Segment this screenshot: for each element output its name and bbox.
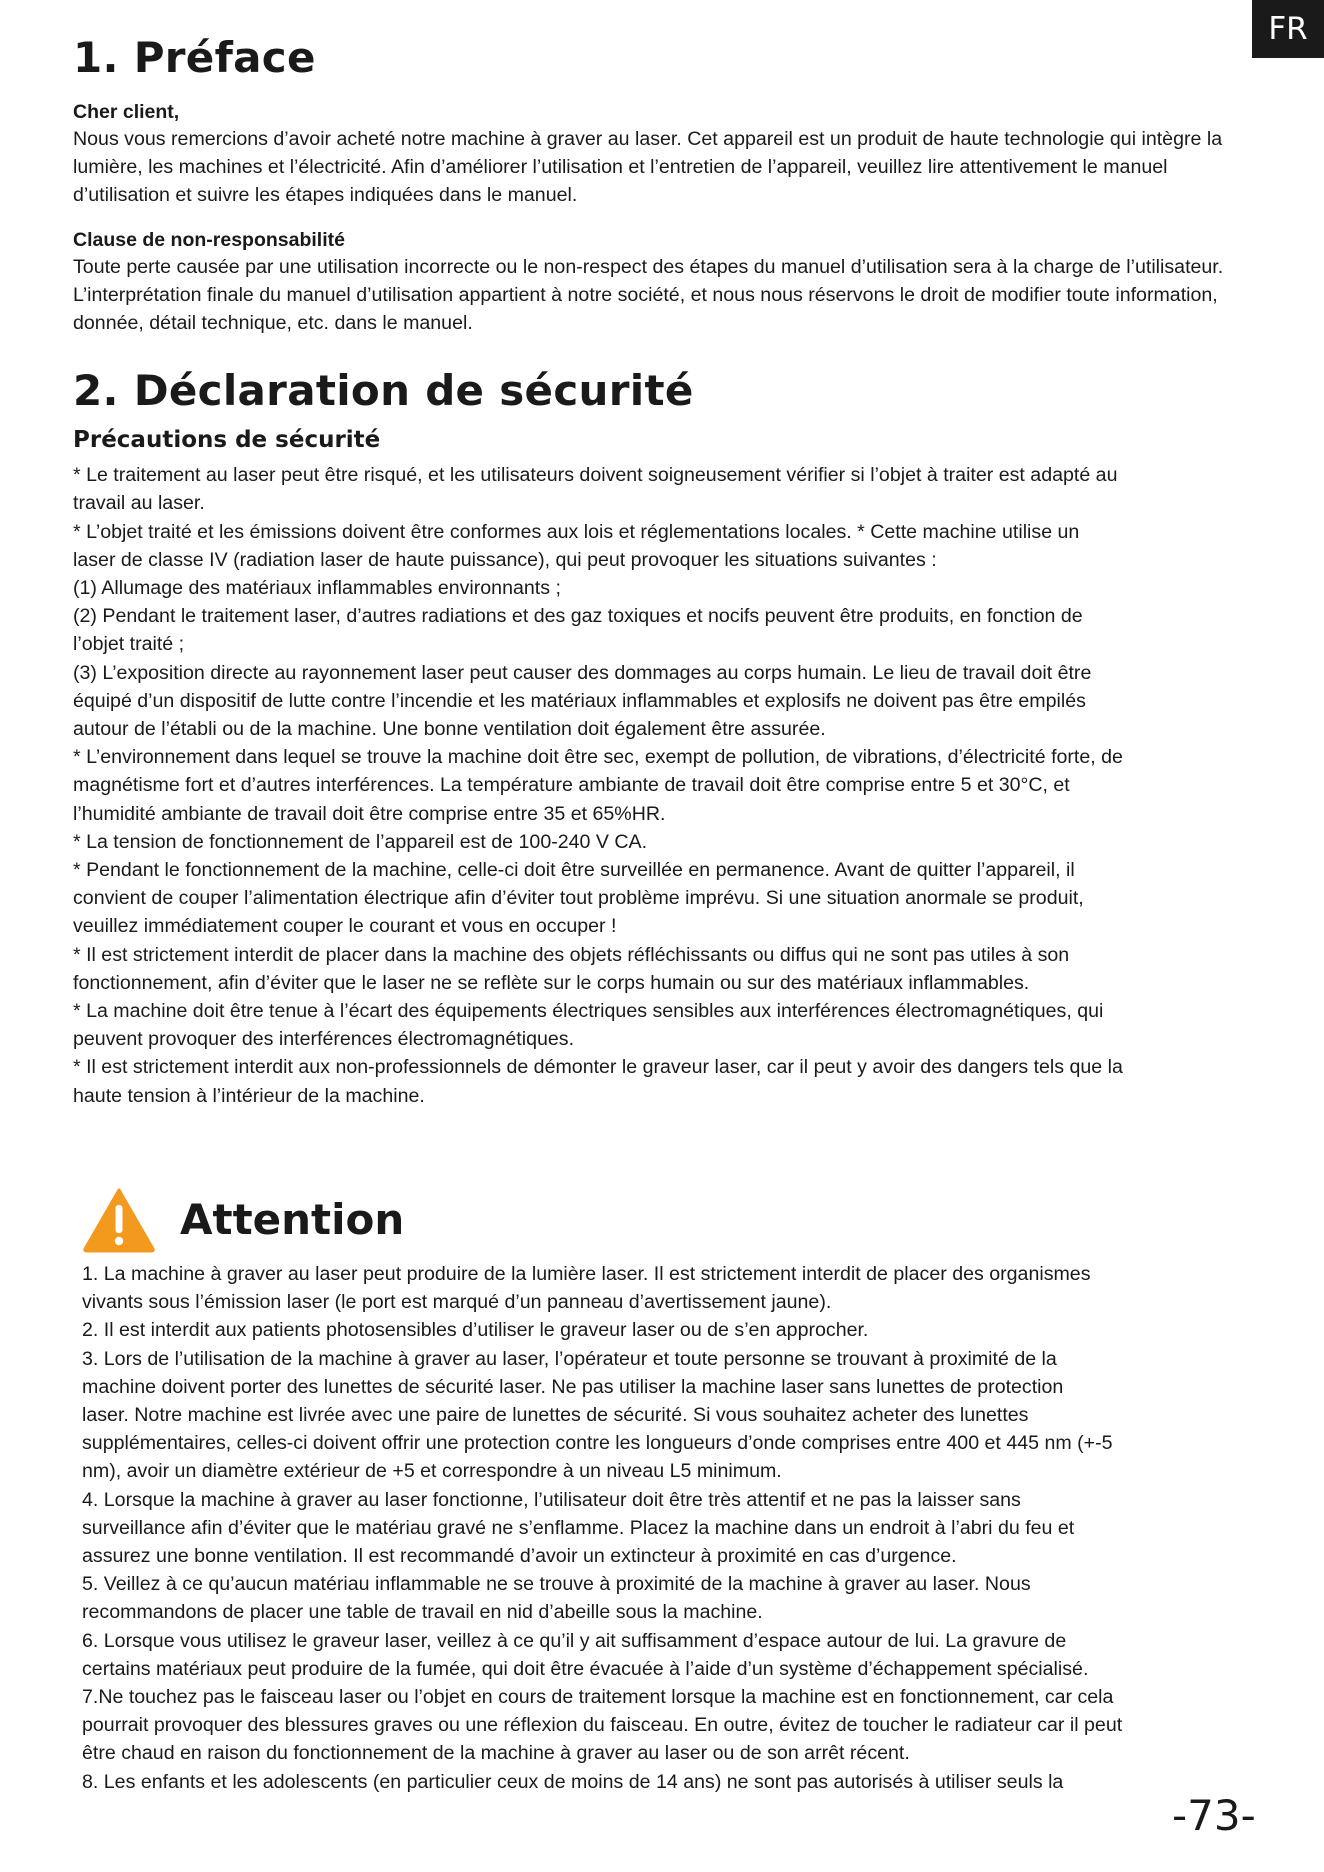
attention-header <box>82 1180 1272 1260</box>
text-line: veuillez immédiatement couper le courant et vous en occuper ! <box>73 915 617 938</box>
warning-triangle-icon <box>82 1187 156 1253</box>
attention-title: Attention <box>180 1195 405 1244</box>
text-line: 4. Lorsque la machine à graver au laser fonctionne, l’utilisateur doit être très attentif et ne pas la laisser sans <box>82 1488 1021 1511</box>
text-line: vivants sous l’émission laser (le port est marqué d’un panneau d’avertissement jaune). <box>82 1291 832 1314</box>
safety-title: 2. Déclaration de sécurité <box>73 366 694 416</box>
text-line: travail au laser. <box>73 492 205 515</box>
text-line: laser. Notre machine est livrée avec une paire de lunettes de sécurité. Si vous souhaitez acheter des lunettes <box>82 1404 1029 1427</box>
text-line: * Il est strictement interdit de placer dans la machine des objets réfléchissants ou diffus qui ne sont pas utiles à son <box>73 943 1070 966</box>
text-line: pourrait provoquer des blessures graves ou une réflexion du faisceau. En outre, évitez de toucher le radiateur car il peut <box>82 1714 1123 1737</box>
safety-subtitle: Précautions de sécurité <box>73 427 381 454</box>
text-line: convient de couper l’alimentation électrique afin d’éviter tout problème imprévu. Si une situation anormale se produit, <box>73 887 1084 910</box>
safety-precautions-list <box>73 461 1263 1110</box>
text-line: * Il est strictement interdit aux non-professionnels de démonter le graveur laser, car il peut y avoir des dangers tels que la <box>73 1056 1123 1079</box>
text-line: 7.Ne touchez pas le faisceau laser ou l’objet en cours de traitement lorsque la machine est en fonctionnement, car cela <box>82 1686 1114 1709</box>
text-line: équipé d’un dispositif de lutte contre l’incendie et les matériaux inflammables et explosifs ne doivent pas être empilés <box>73 689 1086 712</box>
text-line: certains matériaux peut produire de la fumée, qui doit être évacuée à l’aide d’un système d’échappement spécialisé. <box>82 1657 1089 1680</box>
text-line: laser de classe IV (radiation laser de haute puissance), qui peut provoquer les situations suivantes : <box>73 548 937 571</box>
text-line: 3. Lors de l’utilisation de la machine à graver au laser, l’opérateur et toute personne se trouvant à proximité de la <box>82 1347 1057 1370</box>
text-line: (2) Pendant le traitement laser, d’autres radiations et des gaz toxiques et nocifs peuvent être produits, en fonction de <box>73 605 1083 628</box>
text-line: * La tension de fonctionnement de l’appareil est de 100-240 V CA. <box>73 830 648 853</box>
preface-title: 1. Préface <box>73 33 316 82</box>
text-line: haute tension à l’intérieur de la machine. <box>73 1084 425 1107</box>
language-badge: FR <box>1252 0 1324 58</box>
text-line: machine doivent porter des lunettes de sécurité laser. Ne pas utiliser la machine laser sans lunettes de protection <box>82 1375 1064 1398</box>
text-line: magnétisme fort et d’autres interférences. La température ambiante de travail doit être comprise entre 5 et 30°C, et <box>73 774 1070 797</box>
text-line: (3) L’exposition directe au rayonnement laser peut causer des dommages au corps humain. Le lieu de travail doit être <box>73 661 1092 684</box>
attention-list <box>82 1260 1272 1796</box>
disclaimer-heading: Clause de non-responsabilité <box>73 228 345 251</box>
greeting: Cher client, <box>73 101 180 123</box>
text-line: * L’objet traité et les émissions doivent être conformes aux lois et réglementations locales. * Cette machine utilise un <box>73 520 1080 543</box>
text-line: nm), avoir un diamètre extérieur de +5 et correspondre à un niveau L5 minimum. <box>82 1460 782 1483</box>
text-line: fonctionnement, afin d’éviter que le laser ne se reflète sur le corps humain ou sur des matériaux inflammables. <box>73 971 1030 994</box>
text-line: être chaud en raison du fonctionnement de la machine à graver au laser ou de son arrêt récent. <box>82 1742 910 1765</box>
attention-block <box>82 1180 1272 1796</box>
text-line: * L’environnement dans lequel se trouve la machine doit être sec, exempt de pollution, de vibrations, d’électricité forte, de <box>73 746 1123 769</box>
text-line: recommandons de placer une table de travail en nid d’abeille sous la machine. <box>82 1601 763 1624</box>
text-line: peuvent provoquer des interférences électromagnétiques. <box>73 1028 575 1051</box>
text-line: surveillance afin d’éviter que le matériau gravé ne s’enflamme. Placez la machine dans un endroit à l’abri du feu et <box>82 1516 1075 1539</box>
text-line: * Le traitement au laser peut être risqué, et les utilisateurs doivent soigneusement vérifier si l’objet à traiter est adapté au <box>73 464 1118 487</box>
text-line: * La machine doit être tenue à l’écart des équipements électriques sensibles aux interférences électromagnétiques, qui <box>73 1000 1104 1023</box>
text-line: 2. Il est interdit aux patients photosensibles d’utiliser le graveur laser ou de s’en approcher. <box>82 1319 869 1342</box>
text-line: * Pendant le fonctionnement de la machine, celle-ci doit être surveillée en permanence. Avant de quitter l’appareil, il <box>73 859 1075 882</box>
preface-intro: Nous vous remercions d’avoir acheté notre machine à graver au laser. Cet appareil est un produit de haute technologie qui intègre la lumière, les machines et l’électricité. Afin d’améliorer l’utilisation et l’entretien de l’appareil, veuillez lire attentivement le manuel d’utilisation et suivre les étapes indiquées dans le manuel. <box>73 128 1223 207</box>
text-line: assurez une bonne ventilation. Il est recommandé d’avoir un extincteur à proximité en cas d’urgence. <box>82 1545 957 1568</box>
text-line: (1) Allumage des matériaux inflammables environnants ; <box>73 577 561 600</box>
disclaimer-text: Toute perte causée par une utilisation incorrecte ou le non-respect des étapes du manuel d’utilisation sera à la charge de l’utilisateur. L’interprétation finale du manuel d’utilisation appartient à notre société, et nous nous réservons le droit de modifier toute information, donnée, détail technique, etc. dans le manuel. <box>73 255 1224 335</box>
text-line: 5. Veillez à ce qu’aucun matériau inflammable ne se trouve à proximité de la machine à graver au laser. Nous <box>82 1573 1031 1596</box>
text-line: 1. La machine à graver au laser peut produire de la lumière laser. Il est strictement interdit de placer des organismes <box>82 1263 1091 1285</box>
text-line: l’objet traité ; <box>73 633 185 656</box>
page-number: -73- <box>1172 1791 1256 1840</box>
text-line: 6. Lorsque vous utilisez le graveur laser, veillez à ce qu’il y ait suffisamment d’espace autour de lui. La gravure de <box>82 1629 1067 1652</box>
text-line: 8. Les enfants et les adolescents (en particulier ceux de moins de 14 ans) ne sont pas autorisés à utiliser seuls la <box>82 1770 1064 1793</box>
text-line: autour de l’établi ou de la machine. Une bonne ventilation doit également être assurée. <box>73 718 826 741</box>
text-line: l’humidité ambiante de travail doit être comprise entre 35 et 65%HR. <box>73 802 666 825</box>
text-line: supplémentaires, celles-ci doivent offrir une protection contre les longueurs d’onde comprises entre 400 et 445 nm (+-5 <box>82 1432 1113 1455</box>
main-content <box>73 30 1263 1110</box>
